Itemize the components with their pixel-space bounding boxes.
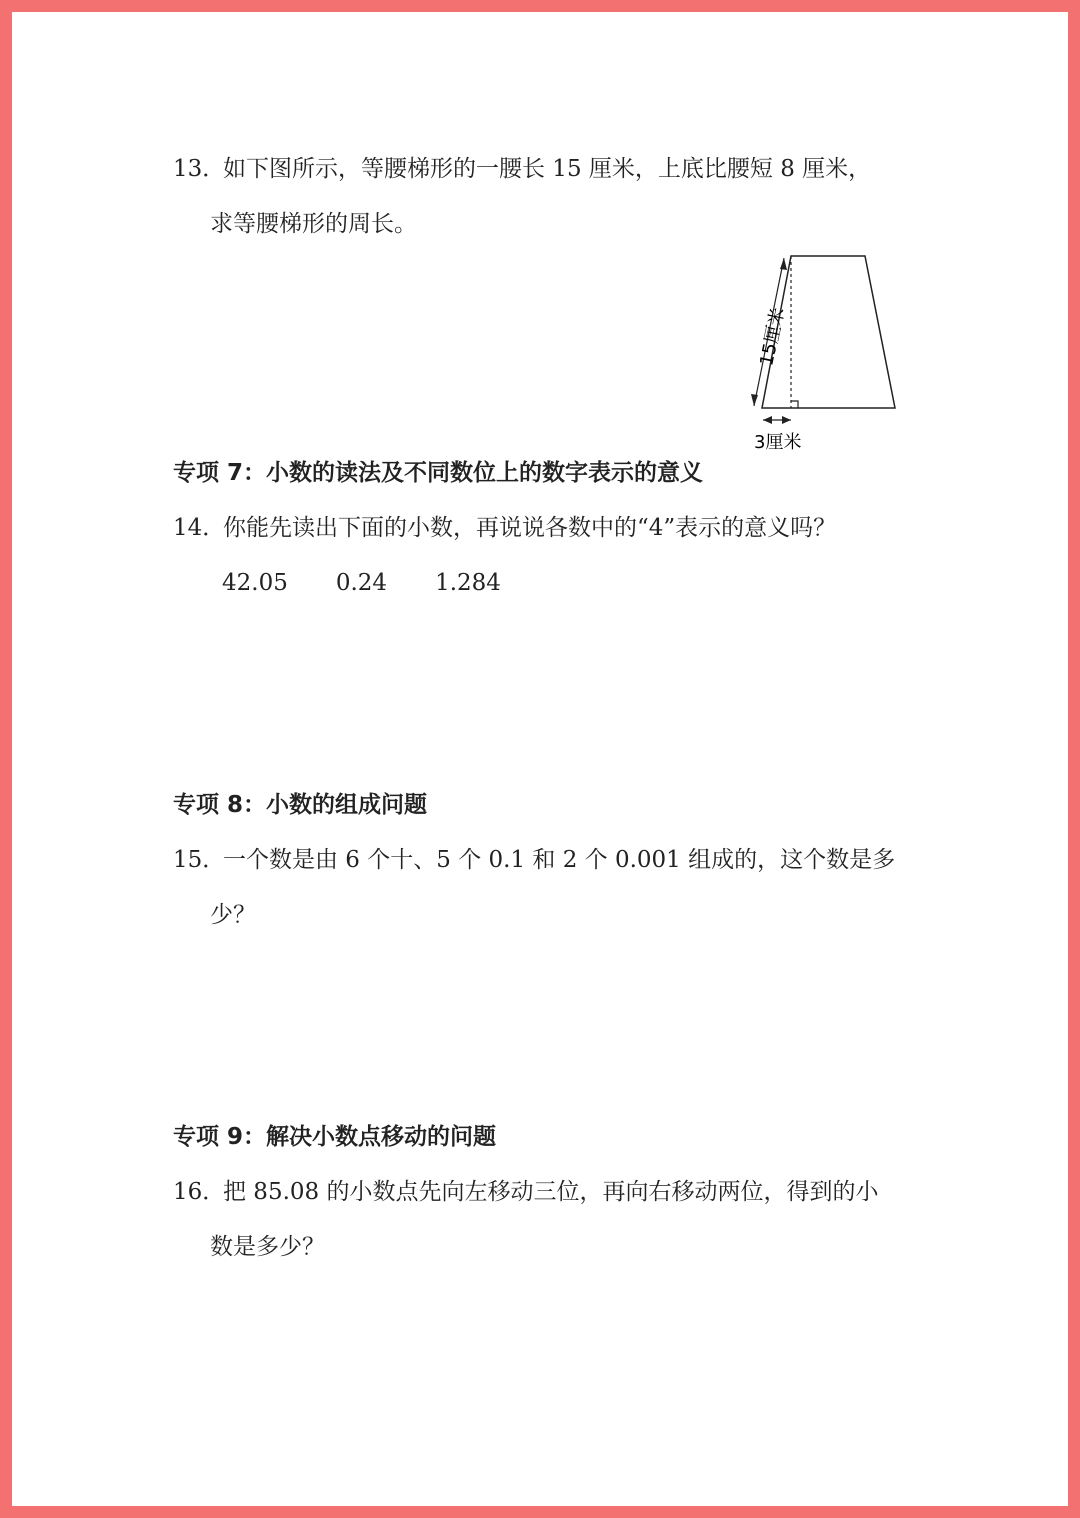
question-15: [173, 845, 895, 875]
arrow-head-right: [782, 416, 791, 424]
worksheet-page: [12, 12, 1068, 1506]
decimal-list: [222, 568, 549, 598]
question-16: [173, 1177, 878, 1207]
side-length-label: 15厘米: [756, 305, 790, 368]
question-13-line-2: 求等腰梯形的周长。: [210, 211, 417, 237]
arrow-head-top: [780, 258, 787, 270]
question-text-line-1: 如下图所示，等腰梯形的一腰长 15 厘米，上底比腰短 8 厘米，: [223, 156, 872, 182]
question-text-line-1: 一个数是由 6 个十、5 个 0.1 和 2 个 0.001 组成的，这个数是多: [223, 847, 896, 873]
question-text-line-1: 把 85.08 的小数点先向左移动三位，再向右移动两位，得到的小: [223, 1179, 879, 1205]
decimal-value: 1.284: [435, 570, 501, 596]
question-number: 14．: [173, 515, 226, 541]
question-15-line-2: 少？: [210, 902, 256, 928]
arrow-head-bottom: [751, 394, 758, 406]
question-13: [173, 154, 871, 184]
section-9-heading: 专项 9：解决小数点移动的问题: [173, 1124, 497, 1150]
question-number: 15．: [173, 847, 226, 873]
question-number: 13．: [173, 156, 226, 182]
decimal-value: 0.24: [335, 570, 388, 596]
decimal-value: 42.05: [222, 570, 288, 596]
question-number: 16．: [173, 1179, 226, 1205]
right-angle-mark: [791, 401, 798, 408]
isosceles-trapezoid-figure: [732, 248, 932, 458]
question-text-line-1: 你能先读出下面的小数，再说说各数中的“4”表示的意义吗？: [223, 515, 837, 541]
question-16-line-2: 数是多少？: [210, 1234, 325, 1260]
base-length-label: 3厘米: [754, 432, 802, 453]
question-14: [173, 513, 836, 543]
section-7-heading: 专项 7：小数的读法及不同数位上的数字表示的意义: [173, 460, 704, 486]
arrow-head-left: [763, 416, 772, 424]
section-8-heading: 专项 8：小数的组成问题: [173, 792, 428, 818]
